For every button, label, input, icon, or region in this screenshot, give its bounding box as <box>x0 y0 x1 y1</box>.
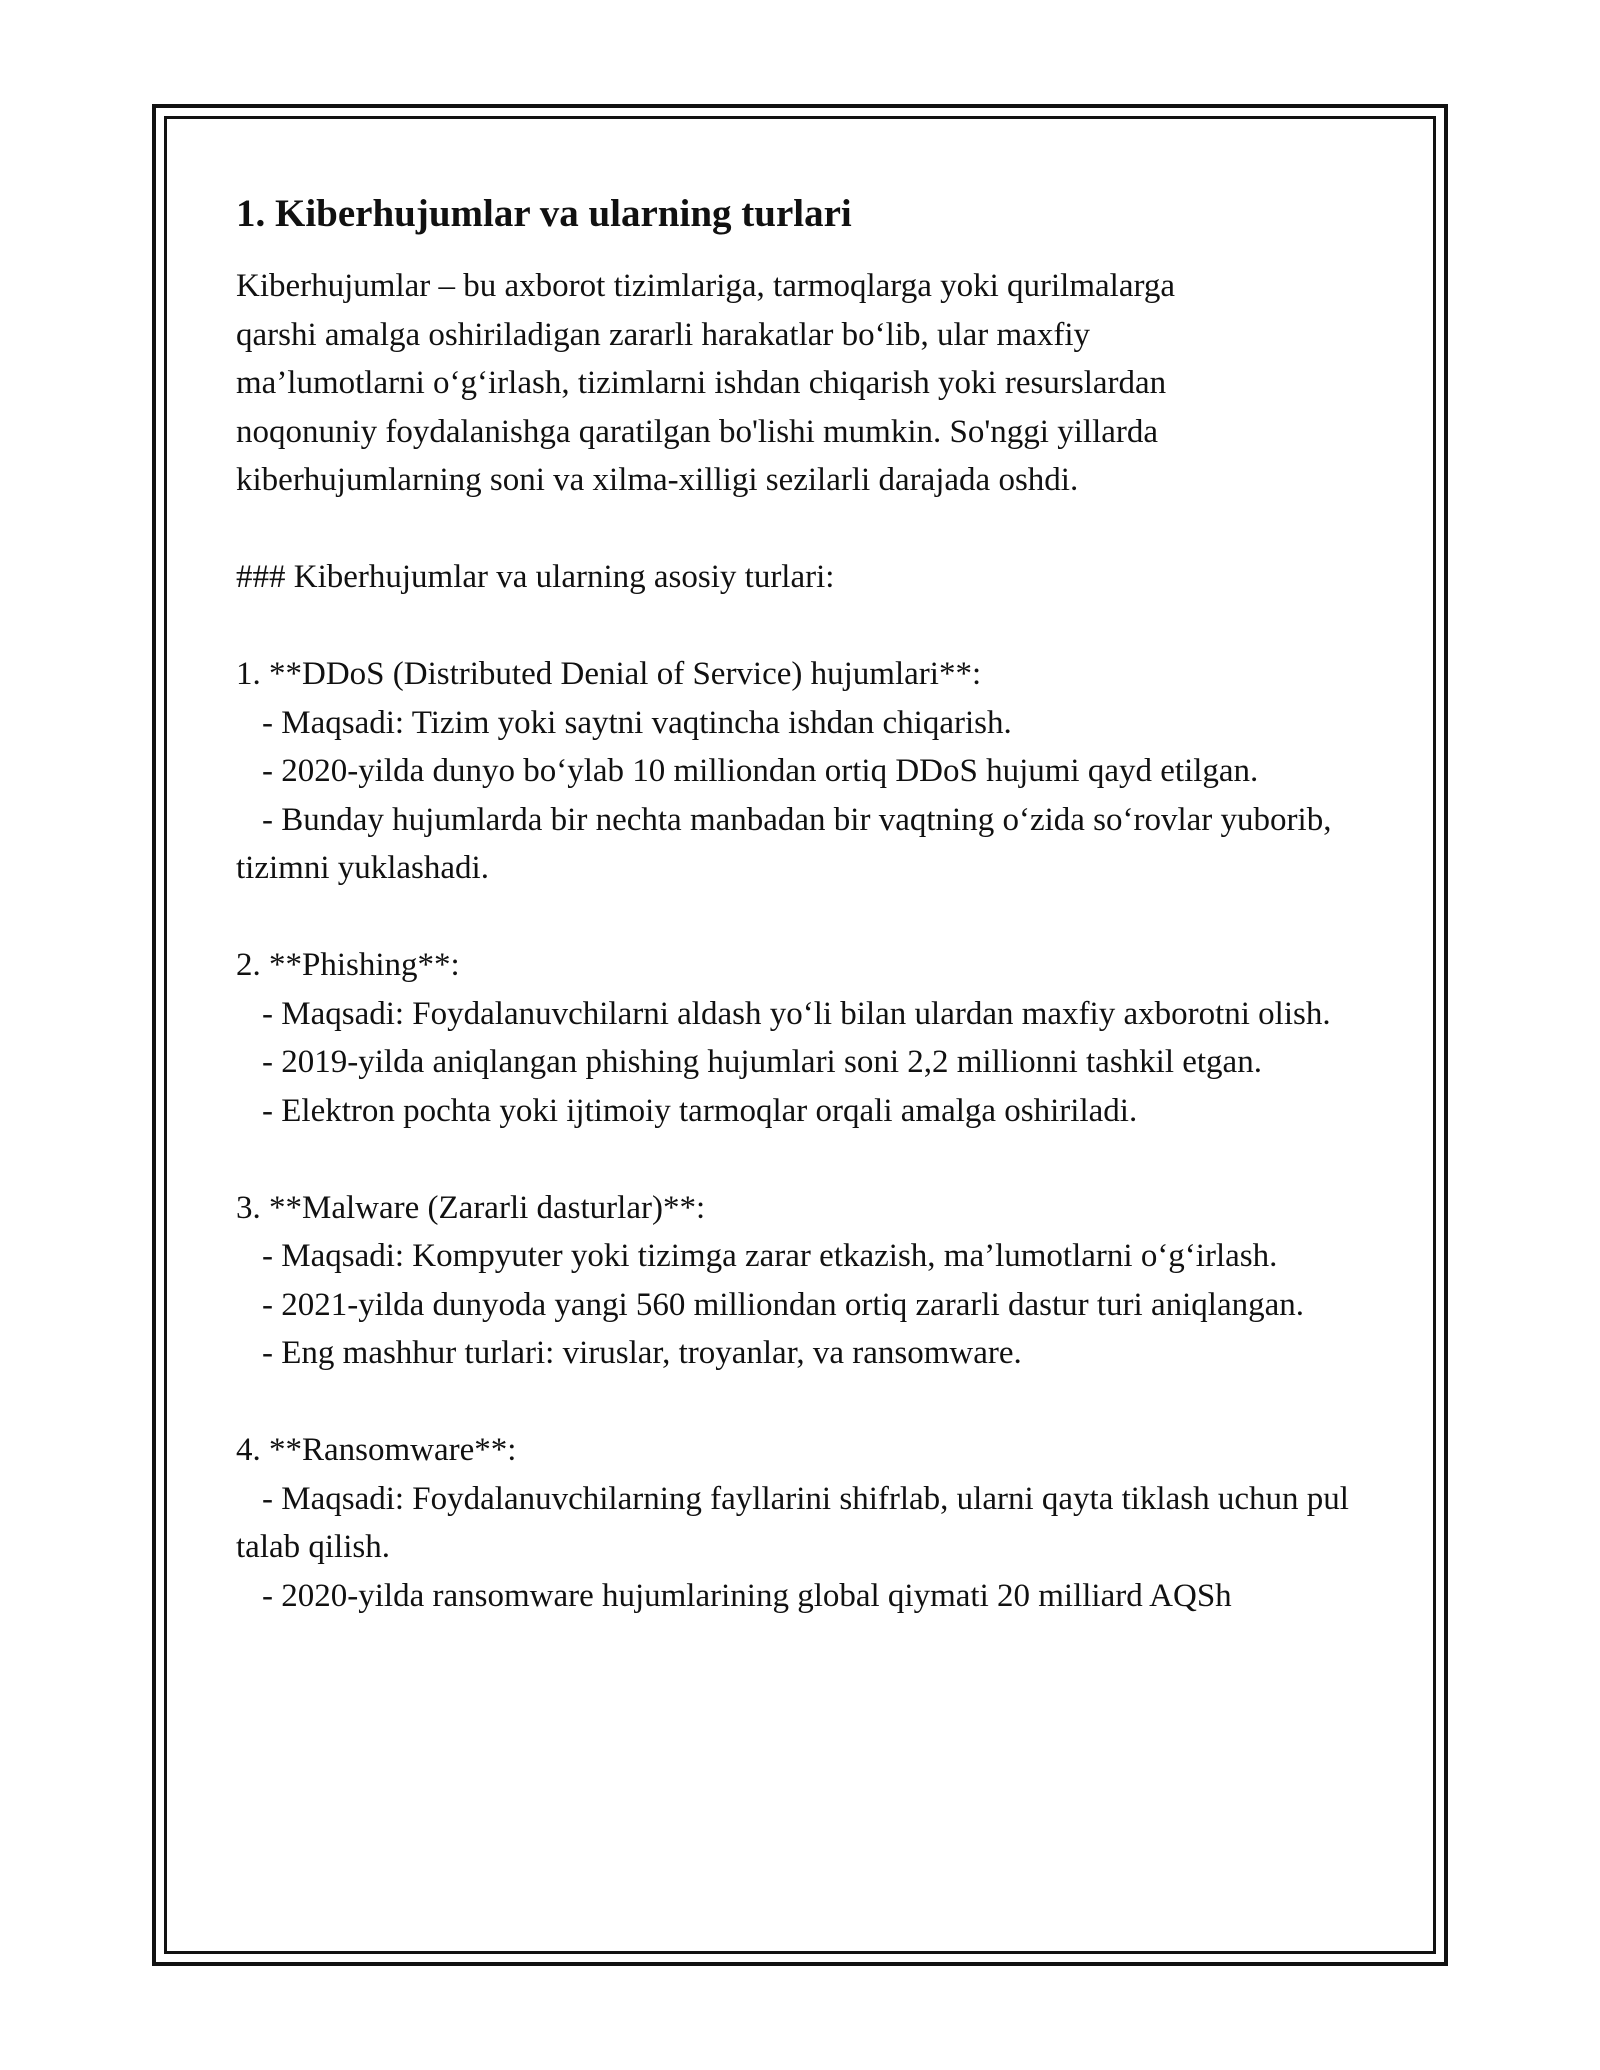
spacer <box>236 1378 1386 1427</box>
list-item-point: - 2021-yilda dunyoda yangi 560 milliondan ortiq zararli dastur turi aniqlangan. <box>262 1286 1304 1323</box>
list-item <box>236 650 1386 893</box>
list-item <box>236 1426 1386 1620</box>
list-item-heading: 4. **Ransomware**: <box>236 1432 517 1468</box>
document-body <box>236 186 1386 1620</box>
document-title: 1. Kiberhujumlar va ularning turlari <box>236 192 852 235</box>
list-item-heading: 3. **Malware (Zararli dasturlar)**: <box>236 1189 706 1226</box>
intro-paragraph: Kiberhujumlar – bu axborot tizimlariga, tarmoqlarga yoki qurilmalarga qarshi amalga oshiriladigan zararli harakatlar bo‘lib, ular maxfiy ma’lumotlarni o‘g‘irlash, tizimlarni ishdan chiqarish yoki resurslardan noqonuniy foydalanishga qaratilgan bo'lishi mumkin. So'nggi yillarda kiberhujumlarning soni va xilma-xilligi sezilarli darajada oshdi. <box>236 268 1176 498</box>
list-item-point: - Elektron pochta yoki ijtimoiy tarmoqlar orqali amalga oshiriladi. <box>262 1092 1138 1129</box>
spacer <box>236 1135 1386 1184</box>
subheading: ### Kiberhujumlar va ularning asosiy turlari: <box>236 559 835 595</box>
list-item-point: - Maqsadi: Kompyuter yoki tizimga zarar etkazish, ma’lumotlarni o‘g‘irlash. <box>262 1238 1278 1274</box>
list-item-heading: 2. **Phishing**: <box>236 947 460 983</box>
spacer <box>236 893 1386 942</box>
list-item <box>236 1184 1386 1378</box>
spacer <box>236 602 1386 651</box>
list-item-point: - Maqsadi: Foydalanuvchilarni aldash yo‘li bilan ulardan maxfiy axborotni olish. <box>262 995 1331 1032</box>
list-item-point: - 2020-yilda ransomware hujumlarining global qiymati 20 milliard AQSh <box>262 1577 1232 1614</box>
list-item-point: - Maqsadi: Foydalanuvchilarning fayllarini shifrlab, ularni qayta tiklash uchun pul talab qilish. <box>236 1480 1349 1565</box>
list-item-point: - 2019-yilda aniqlangan phishing hujumlari soni 2,2 millionni tashkil etgan. <box>262 1044 1262 1080</box>
list-item-point: - 2020-yilda dunyo bo‘ylab 10 milliondan ortiq DDoS hujumi qayd etilgan. <box>262 753 1259 789</box>
list-item-heading: 1. **DDoS (Distributed Denial of Service) hujumlari**: <box>236 656 982 692</box>
list-item-point: - Bunday hujumlarda bir nechta manbadan bir vaqtning o‘zida so‘rovlar yuborib, tizimni yuklashadi. <box>236 801 1332 886</box>
list-item-point: - Eng mashhur turlari: viruslar, troyanlar, va ransomware. <box>262 1335 1022 1371</box>
list-item-point: - Maqsadi: Tizim yoki saytni vaqtincha ishdan chiqarish. <box>262 704 1012 741</box>
list-item <box>236 941 1386 1135</box>
spacer <box>236 505 1386 554</box>
